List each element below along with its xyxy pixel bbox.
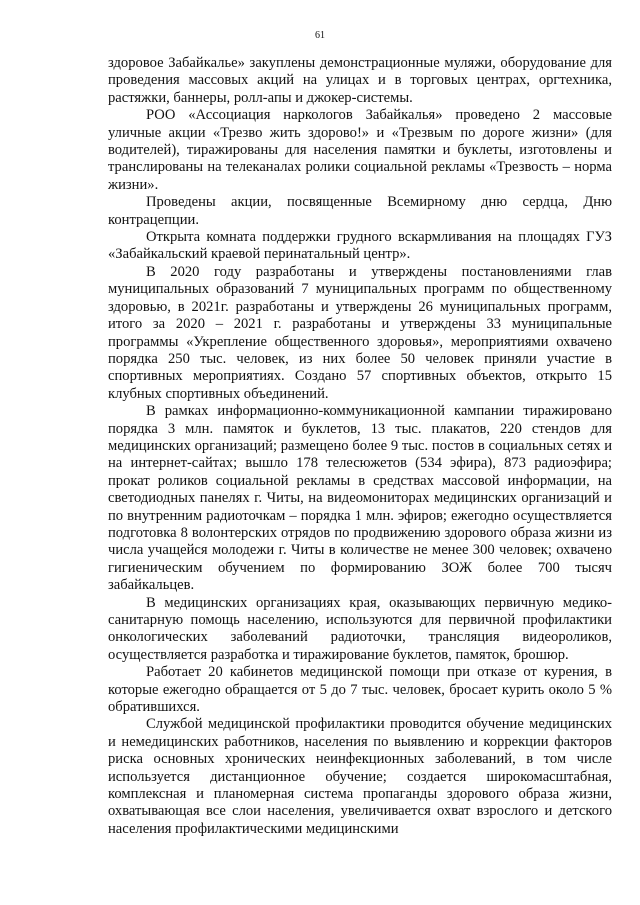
paragraph-narcology-association: РОО «Ассоциация наркологов Забайкалья» проведено 2 массовые уличные акции «Трезво жить здорово!» и «Трезвым по дороге жизни» (для водителей), тиражированы для населения памятки и буклеты, изготовлены и транслированы на телеканалах ролики социальной рекламы «Трезвость – норма жизни». [108,107,612,193]
paragraph-municipal-programs: В 2020 году разработаны и утверждены постановлениями глав муниципальных образований 7 муниципальных программ по общественному здоровью, в 2021г. разработаны и утверждены 26 муниципальных программ, итого за 2020 – 2021 г. разработаны и утверждены 33 муниципальные программы «Укрепление общественного здоровья», мероприятиями охвачено порядка 250 тыс. человек, из них более 50 человек приняли участие в спортивных мероприятиях. Создано 57 спортивных объектов, открыто 15 клубных спортивных объединений. [108,263,612,402]
paragraph-heart-day: Проведены акции, посвященные Всемирному дню сердца, Дню контрацепции. [108,194,612,228]
paragraph-prevention-service: Службой медицинской профилактики проводится обучение медицинских и немедицинских работников, населения по выявлению и коррекции факторов риска основных хронических неинфекционных заболеваний, в том числе используется дистанционное обучение; создается широкомасштабная, комплексная и планомерная система пропаганды здорового образа жизни, охватывающая все слои населения, увеличивается охват взрослого и детского населения профилактическими медицинскими [108,716,612,837]
document-body [108,55,612,838]
paragraph-info-campaign: В рамках информационно-коммуникационной кампании тиражировано порядка 3 млн. памяток и буклетов, 13 тыс. плакатов, 220 стендов для медицинских организаций; размещено более 9 тыс. постов в социальных сетях и на интернет-сайтах; вышло 178 телесюжетов (534 эфира), 873 радиоэфира; прокат роликов социальной рекламы в средствах массовой информации, на светодиодных панелях г. Читы, на видеомониторах медицинских организаций и по внутренним радиоточкам – порядка 1 млн. эфиров; ежегодно осуществляется подготовка 8 волонтерских отрядов по продвижению здорового образа жизни из числа учащейся молодежи г. Читы в количестве не менее 300 человек; охвачено гигиеническим обучением по формированию ЗОЖ более 700 тысяч забайкальцев. [108,403,612,594]
paragraph-oncology-prevention: В медицинских организациях края, оказывающих первичную медико-санитарную помощь населению, используются для первичной профилактики онкологических заболеваний радиоточки, трансляция видеороликов, осуществляется разработка и тиражирование буклетов, памяток, брошюр. [108,594,612,663]
paragraph-continuation: здоровое Забайкалье» закуплены демонстрационные муляжи, оборудование для проведения массовых акций на улицах и в торговых центрах, оргтехника, растяжки, баннеры, ролл-апы и джокер-системы. [108,55,612,106]
paragraph-smoking-cessation: Работает 20 кабинетов медицинской помощи при отказе от курения, в которые ежегодно обращается от 5 до 7 тыс. человек, бросает курить около 5 % обратившихся. [108,664,612,716]
paragraph-breastfeeding-room: Открыта комната поддержки грудного вскармливания на площадях ГУЗ «Забайкальский краевой перинатальный центр». [108,229,612,263]
page-number: 61 [315,30,325,41]
